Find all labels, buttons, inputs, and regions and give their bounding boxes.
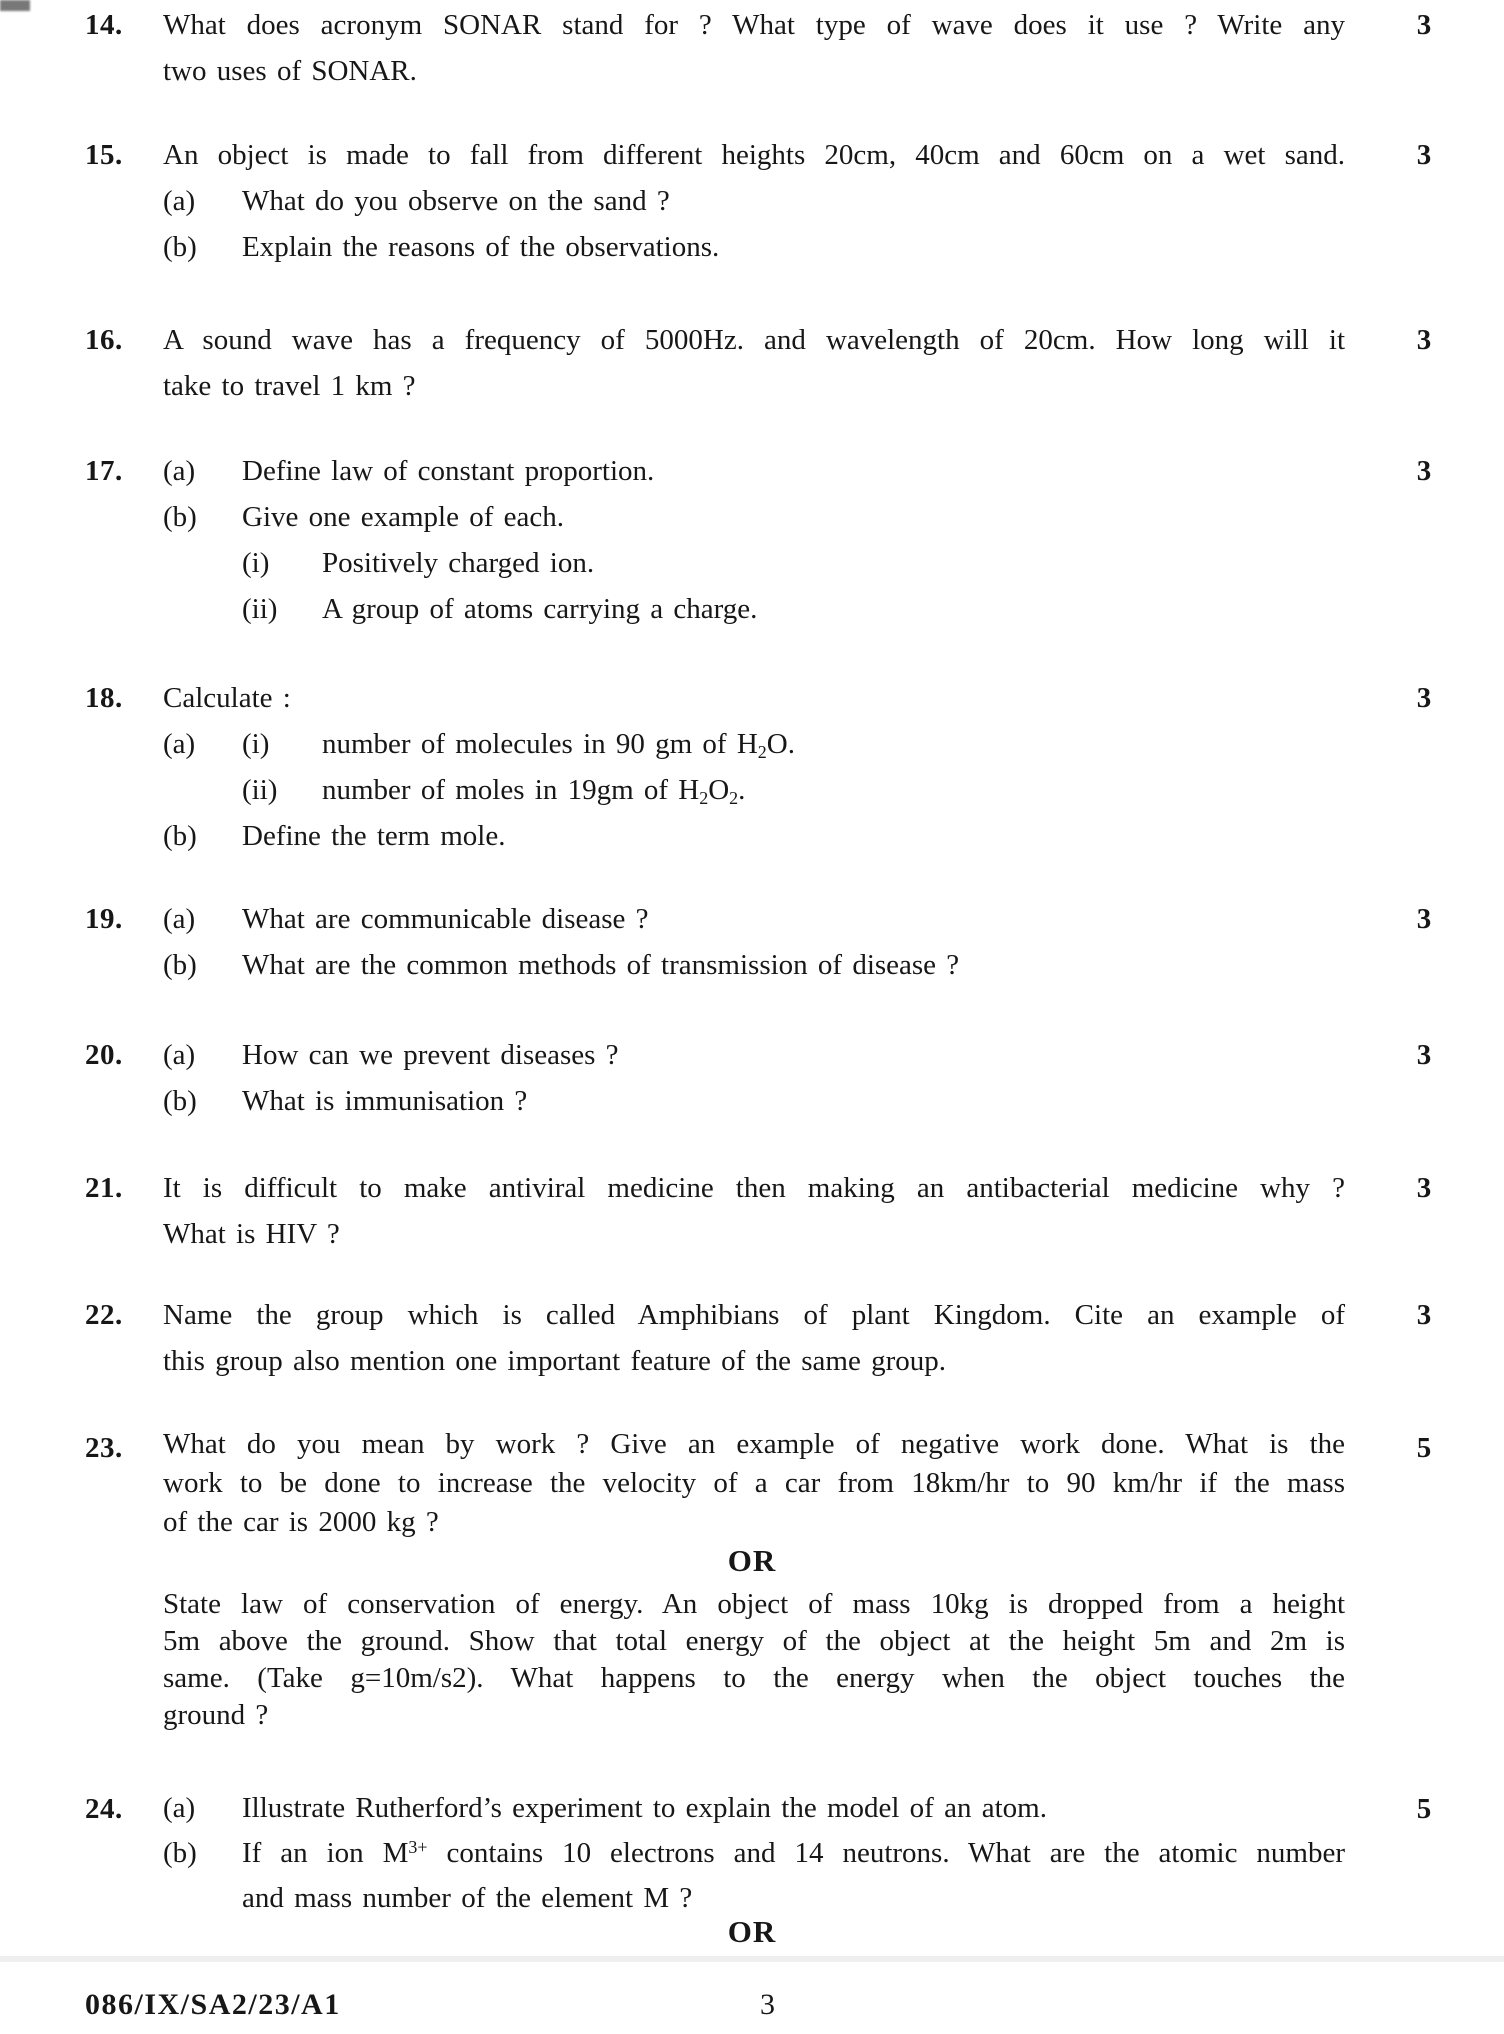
question-18 bbox=[0, 675, 1504, 859]
question-text-line: this group also mention one important feature of the same group. bbox=[163, 1345, 947, 1377]
question-number: 20. bbox=[85, 1039, 123, 1071]
marks-value: 3 bbox=[1416, 1039, 1432, 1071]
question-text-line: A sound wave has a frequency of 5000Hz. and wavelength of 20cm. How long will it bbox=[163, 324, 1345, 356]
subpart-text: Define law of constant proportion. bbox=[242, 455, 655, 487]
marks-value: 3 bbox=[1416, 9, 1432, 41]
formula-text: O. bbox=[766, 728, 795, 760]
subpart-b-items bbox=[242, 540, 1345, 632]
question-text-line: and mass number of the element M ? bbox=[242, 1882, 693, 1914]
subpart-a bbox=[163, 178, 1345, 224]
question-text-line: An object is made to fall from different heights 20cm, 40cm and 60cm on a wet sand. bbox=[163, 139, 1345, 171]
marks-value: 3 bbox=[1416, 1299, 1432, 1331]
or-separator: OR bbox=[727, 1914, 777, 1949]
question-number: 16. bbox=[85, 324, 123, 356]
question-number: 24. bbox=[85, 1793, 123, 1825]
question-text-line: What does acronym SONAR stand for ? What type of wave does it use ? Write any bbox=[163, 9, 1345, 41]
subpart-text: Define the term mole. bbox=[242, 820, 506, 852]
question-text-line bbox=[242, 1831, 1345, 1876]
marks-value: 3 bbox=[1416, 682, 1432, 714]
or-separator: OR bbox=[727, 1543, 777, 1578]
subpart-label: (b) bbox=[163, 231, 197, 263]
question-text-line: State law of conservation of energy. An object of mass 10kg is dropped from a height bbox=[163, 1588, 1345, 1620]
subpart-text bbox=[242, 1831, 1345, 1921]
subpart-text: What is immunisation ? bbox=[242, 1085, 528, 1117]
item-text bbox=[322, 767, 1345, 813]
formula-text: contains 10 electrons and 14 neutrons. What are the atomic number bbox=[427, 1837, 1345, 1869]
formula-text: number of molecules in 90 gm of H bbox=[322, 728, 758, 760]
question-text-line: two uses of SONAR. bbox=[163, 55, 417, 87]
question-number: 15. bbox=[85, 139, 123, 171]
question-23 bbox=[0, 1425, 1504, 1542]
item-label: (ii) bbox=[242, 774, 278, 806]
subpart-text: Illustrate Rutherford’s experiment to explain the model of an atom. bbox=[242, 1792, 1047, 1824]
subpart-a bbox=[163, 1786, 1345, 1831]
paper-code: 086/IX/SA2/23/A1 bbox=[85, 1988, 341, 2021]
subpart-b bbox=[163, 1078, 1345, 1124]
formula-text: . bbox=[738, 774, 746, 806]
formula-text: number of moles in 19gm of H bbox=[322, 774, 700, 806]
question-text-line: of the car is 2000 kg ? bbox=[163, 1506, 439, 1538]
question-text-line: take to travel 1 km ? bbox=[163, 370, 416, 402]
question-15 bbox=[0, 132, 1504, 270]
question-14 bbox=[0, 2, 1504, 94]
item-text bbox=[322, 721, 1345, 767]
subpart-label: (a) bbox=[163, 903, 196, 935]
item-ii bbox=[242, 767, 1345, 813]
question-number: 21. bbox=[85, 1172, 123, 1204]
item-text: A group of atoms carrying a charge. bbox=[322, 593, 758, 625]
subpart-a bbox=[163, 721, 1345, 813]
item-i bbox=[242, 721, 1345, 767]
subpart-label: (b) bbox=[163, 949, 197, 981]
formula-text: If an ion M bbox=[242, 1837, 409, 1869]
question-text-line: Name the group which is called Amphibians of plant Kingdom. Cite an example of bbox=[163, 1299, 1345, 1331]
question-number: 18. bbox=[85, 682, 123, 714]
subpart-a bbox=[163, 448, 1345, 494]
question-21 bbox=[0, 1165, 1504, 1257]
formula-subscript: 2 bbox=[729, 788, 739, 809]
question-text-line: What do you mean by work ? Give an example of negative work done. What is the bbox=[163, 1428, 1345, 1460]
subpart-label: (a) bbox=[163, 1792, 196, 1824]
formula-subscript: 2 bbox=[699, 788, 709, 809]
marks-value: 5 bbox=[1416, 1793, 1432, 1825]
subpart-label: (a) bbox=[163, 455, 196, 487]
subpart-b bbox=[163, 813, 1345, 859]
marks-value: 3 bbox=[1416, 324, 1432, 356]
question-number: 17. bbox=[85, 455, 123, 487]
question-number: 23. bbox=[85, 1432, 123, 1464]
question-17 bbox=[0, 448, 1504, 632]
formula-text: O bbox=[708, 774, 730, 806]
formula-superscript: 3+ bbox=[408, 1837, 428, 1858]
marks-value: 3 bbox=[1416, 139, 1432, 171]
subpart-label: (b) bbox=[163, 1837, 197, 1869]
subpart-text: Explain the reasons of the observations. bbox=[242, 231, 720, 263]
item-i bbox=[242, 540, 1345, 586]
subpart-b bbox=[163, 494, 1345, 540]
subpart-text: What are communicable disease ? bbox=[242, 903, 649, 935]
subpart-label: (b) bbox=[163, 1085, 197, 1117]
subpart-text: What do you observe on the sand ? bbox=[242, 185, 670, 217]
question-text-line: It is difficult to make antiviral medicine then making an antibacterial medicine why ? bbox=[163, 1172, 1345, 1204]
formula-subscript: 2 bbox=[757, 742, 767, 763]
marks-value: 3 bbox=[1416, 903, 1432, 935]
subpart-b bbox=[163, 1831, 1345, 1921]
subpart-a bbox=[163, 1032, 1345, 1078]
question-20 bbox=[0, 1032, 1504, 1124]
item-label: (i) bbox=[242, 728, 270, 760]
question-23-alternative bbox=[0, 1586, 1504, 1734]
subpart-label: (b) bbox=[163, 820, 197, 852]
page-number: 3 bbox=[760, 1988, 775, 2021]
subpart-label: (a) bbox=[163, 1039, 196, 1071]
question-number: 14. bbox=[85, 9, 123, 41]
subpart-text: What are the common methods of transmission of disease ? bbox=[242, 949, 960, 981]
subpart-b bbox=[163, 224, 1345, 270]
subpart-text: How can we prevent diseases ? bbox=[242, 1039, 619, 1071]
item-text: Positively charged ion. bbox=[322, 547, 595, 579]
question-text-line: 5m above the ground. Show that total energy of the object at the height 5m and 2m is bbox=[163, 1625, 1345, 1657]
question-24 bbox=[0, 1786, 1504, 1921]
question-22 bbox=[0, 1292, 1504, 1384]
marks-value: 5 bbox=[1416, 1432, 1432, 1464]
marks-value: 3 bbox=[1416, 455, 1432, 487]
question-text-line: same. (Take g=10m/s2). What happens to the energy when the object touches the bbox=[163, 1662, 1345, 1694]
marks-value: 3 bbox=[1416, 1172, 1432, 1204]
subpart-a bbox=[163, 896, 1345, 942]
question-number: 22. bbox=[85, 1299, 123, 1331]
question-text-line: What is HIV ? bbox=[163, 1218, 340, 1250]
question-text-line: work to be done to increase the velocity of a car from 18km/hr to 90 km/hr if the mass bbox=[163, 1467, 1345, 1499]
question-text-line: Calculate : bbox=[163, 682, 291, 714]
subpart-b bbox=[163, 942, 1345, 988]
subpart-label: (a) bbox=[163, 185, 196, 217]
question-text-line: ground ? bbox=[163, 1699, 269, 1731]
question-16 bbox=[0, 317, 1504, 409]
subpart-text: Give one example of each. bbox=[242, 501, 564, 533]
item-ii bbox=[242, 586, 1345, 632]
subpart-label: (a) bbox=[163, 728, 196, 760]
question-19 bbox=[0, 896, 1504, 988]
scan-artifact-band bbox=[0, 1956, 1504, 1962]
question-number: 19. bbox=[85, 903, 123, 935]
item-label: (i) bbox=[242, 547, 270, 579]
item-label: (ii) bbox=[242, 593, 278, 625]
subpart-label: (b) bbox=[163, 501, 197, 533]
